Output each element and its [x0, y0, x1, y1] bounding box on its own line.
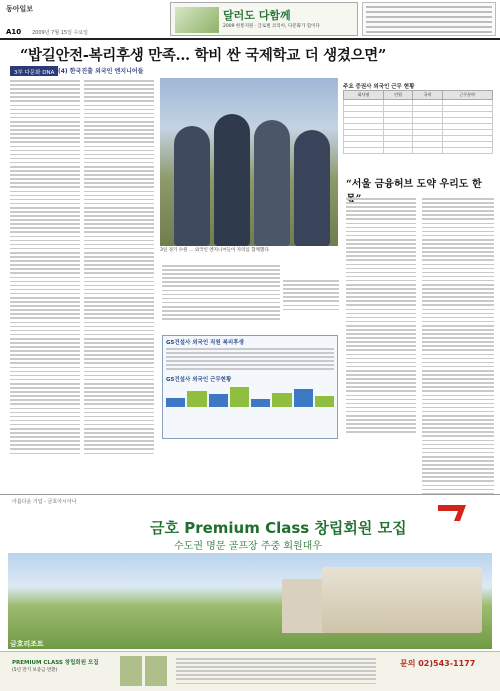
text-column-3 — [162, 265, 280, 322]
sidebox-subtitle: G5건설사 외국인 근무현황 — [166, 376, 232, 383]
table-header: 국적 — [413, 91, 442, 100]
welfare-sidebox — [162, 335, 338, 439]
resort-image — [8, 553, 492, 649]
top-right-notice — [362, 2, 496, 36]
masthead-divider — [0, 38, 500, 40]
ad-title: 금호 Premium Class 창립회원 모집 — [150, 519, 407, 537]
engineers-photo — [160, 78, 338, 246]
table-header: 인원 — [383, 91, 412, 100]
article-headline: “밥길안전-복리후생 만족… 학비 싼 국제학교 더 생겼으면” — [20, 47, 387, 64]
article-subhead: (4) 한국진출 외국인 엔지니어들 — [58, 68, 144, 75]
table-header: 회사명 — [344, 91, 384, 100]
resort-brand: 금호리조트 — [10, 640, 44, 648]
footer-sub: (5년 만기 보증금 반환) — [12, 668, 58, 673]
ad-footer — [0, 651, 500, 691]
text-column-5 — [422, 198, 494, 509]
top-ad-image — [175, 7, 219, 33]
text-column-1 — [10, 80, 80, 457]
photo-caption: 3일 경기 수원 … 외국인 엔지니어들이 자리를 함께했다. — [160, 248, 271, 253]
ad-topline: 아름다운 기업 - 금호아시아나 — [12, 499, 77, 505]
top-ad-brand: 달러도 다함께 — [223, 9, 291, 22]
page-number: A10 — [6, 28, 22, 36]
sidebox-chart — [163, 385, 337, 407]
footer-info — [176, 658, 376, 687]
text-column-4 — [346, 198, 416, 435]
text-column-2 — [84, 80, 154, 457]
kumho-ad[interactable] — [0, 494, 500, 691]
table-row — [344, 148, 493, 154]
sidebox-title: G5건설사 외국인 직원 복리후생 — [166, 340, 244, 346]
series-kicker: 3부 다문화 DNA — [10, 66, 58, 76]
contact-phone[interactable]: 문의 02)543-1177 — [400, 659, 476, 668]
table-header: 근무분야 — [442, 91, 492, 100]
paper-logo: 동아일보 — [6, 5, 34, 13]
right-headline: “서울 금융허브 도약 우리도 한 — [346, 179, 482, 190]
table-title: 주요 증권사 외국인 근무 현황 — [343, 84, 415, 90]
top-ad-sub: 2009 한통지원 · 글로벌 코리아, 다문화가 힘이다 — [223, 24, 320, 29]
footer-thumbnails — [120, 656, 167, 686]
dateline: 2009년 7월 15일 수요일 — [32, 30, 89, 36]
masthead — [0, 0, 500, 40]
top-ad[interactable] — [170, 2, 358, 36]
footer-label: PREMIUM CLASS 창립회원 모집 — [12, 660, 99, 666]
securities-table — [343, 90, 493, 154]
pull-quote-box — [283, 280, 339, 313]
ad-subtitle: 수도권 명문 골프장 주중 회원대우 — [174, 541, 322, 552]
